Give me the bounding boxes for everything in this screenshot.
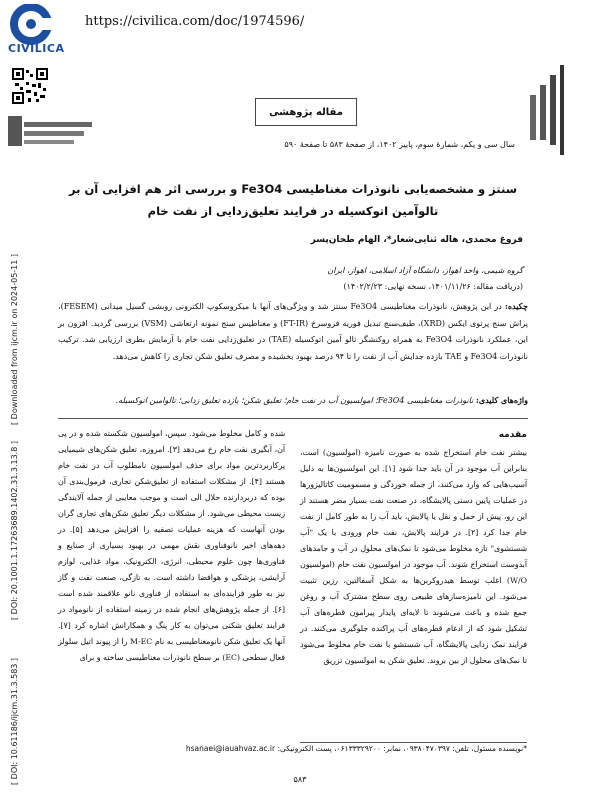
section-divider	[58, 418, 528, 419]
sidebar-downloaded: [ Downloaded from ijcm.ir on 2024-05-11 ]	[10, 253, 19, 425]
sidebar-metadata	[2, 230, 18, 790]
submission-dates: (دریافت مقاله: ۱۴۰۱/۱۱/۲۶، نسخه نهایی: ۱۴۰۲/۲/۲۳)	[343, 282, 523, 291]
abstract-label: چکیده:	[504, 301, 528, 311]
document-url[interactable]: https://civilica.com/doc/1974596/	[85, 14, 305, 29]
body-column-right: بیشتر نفت خام استخراج شده به صورت نامیزه (امولسیون) است، بنابراین آب موجود در آن باید جدا شود [۱]. این امولسیون‌ها به دلیل آسیب‌هایی که وارد می‌کنند، از جمله خوردگی و مسمومیت کاتالیزورها در عملیات پایین دستی پالایشگاه، در صنعت نفت بسیار مضر هستند از این رو، پیش از حمل و نقل یا پالایش، باید آب را به طور کامل از نفت خام جدا کرد [۲]. در فرایند پالایش، نفت خام ورودی با یک "آب شستشوی" تازه مخلوط می‌شود تا نمک‌های محلول در آب و جامدهای آبدوست استخراج شوند. آب موجود در امولسیون نفت خام (امولسیون W/O) اغلب توسط هیدروکربن‌ها به شکل آسفالتین، رزین تثبیت می‌شود. این نامیزه‌سازهای طبیعی روی سطح مشترک آب و روغن جمع شده و باعث می‌شوند تا لایه‌ای پایدار پیرامون قطره‌های آب تشکیل شود که از ادغام قطره‌های آب پراکنده جلوگیری می‌کنند. در فرایند نمک زدایی پالایشگاه، آب شستشو با نفت خام مخلوط می‌شود تا نمک‌های محلول از بین بروند. تعلیق شکن به امولسیون تزریق	[300, 448, 527, 665]
civilica-logo-text: CIVILICA	[8, 42, 65, 55]
abstract-text: در این پژوهش، نانوذرات مغناطیسی Fe3O4 سنتز شد و ویژگی‌های آنها با میکروسکوپ الکترونی روبشی گسیل میدانی (FESEM)، پراش سنج پرتوی ایکس (XRD)، طیف‌سنج تبدیل فوریه فروسرخ (FT-IR) و مغناطیس سنج نمونه ارتعاشی (VSM) بررسی گردید. افزون بر این، عملکرد نانوذرات Fe3O4 به همراه روکنشگر تالو آمین اتوکسیله (TAE) در تعلیق‌زدایی نفت خام با آزمایش بطری ارزیابی شد. ترکیب نانوذرات Fe3O4 و TAE بازده جدایش آب از نفت را تا ۹۴ درصد بهبود بخشیده و مصرف تعلیق شکن تجاری را کاهش می‌دهد.	[58, 302, 529, 361]
corresponding-author-footnote: *نویسنده مسئول، تلفن: ۰۹۳۸۰۴۷۰۳۹۷، نمابر: ۰۶۱۳۳۳۲۹۲۰۰، پست الکترونیکی: hsanaei@iauahvaz.ac.ir	[185, 744, 527, 753]
sidebar-doi-2: [ DOI: 10.61186/ijcm.31.3.583 ]	[10, 657, 19, 785]
article-type-badge: مقاله پژوهشی	[255, 98, 357, 126]
journal-logo-icon	[520, 60, 570, 160]
body-column-left: شده و کامل مخلوط می‌شود. سپس، امولسیون شکسته شده و در پی آن، آبگیری نفت خام رخ می‌دهد [۳]. امروزه، تعلیق شکن‌های شیمیایی پرکاربردترین مواد برای حذف امولسیون نامطلوب آب در نفت خام هستند [۴]. از مشکلات استفاده از تعلیق‌شکن تجاری، فرمول‌بندی آن بوده که دربردارنده حلال الی است و موجب معایبی از جمله آلایندگی زیست محیطی می‌شود. از مشکلات دیگر تعلیق شکن‌های تجاری گران بودن آنهاست که هزینه عملیات تصفیه را افزایش می‌دهد [۵]. در دهه‌های اخیر نانوفناوری نقش مهمی در بهبود بسیاری از صنایع و فناوری‌ها چون علوم محیطی، انرژی، الکترونیک، مواد غذایی، لوازم آرایشی، پزشکی و هوافضا داشته است. به تازگی، صنعت نفت و گاز نیز به طور فزاینده‌ای به استفاده از فناوری نانو علاقمند شده است [۶]. از جمله پژوهش‌های انجام شده در زمینه استفاده از نانومواد در فرایند تعلیق شکنی می‌توان به کار پنگ و همکارانش اشاره کرد [۷]. آنها یک تعلیق شکن نانومغناطیسی به نام M-EC را از پیوند اتیل سلولز فعال سطحی (EC) بر سطح نانوذرات مغناطیسی ساخته و برای	[58, 429, 286, 662]
civilica-logo-icon	[4, 4, 58, 46]
volume-info: سال سی و یکم، شمارهٔ سوم، پاییز ۱۴۰۲، از صفحهٔ ۵۸۳ تا صفحهٔ ۵۹۰	[284, 140, 515, 149]
sidebar-doi: [ DOI: 20.1001.1.17263689.1402.31.3.13.8 ]	[10, 441, 19, 620]
footnote-divider	[300, 742, 527, 743]
publisher-logo-icon	[6, 112, 96, 156]
page-number: ۵۸۳	[293, 775, 307, 784]
authors: فروغ محمدی، هاله ثنایی‌شعار*، الهام طحان‌پسر	[310, 235, 523, 245]
affiliation: گروه شیمی، واحد اهواز، دانشگاه آزاد اسلامی، اهواز، ایران	[327, 266, 523, 275]
abstract	[58, 298, 528, 365]
keywords-label: واژه‌های کلیدی:	[475, 395, 528, 405]
keywords	[58, 392, 528, 409]
section-heading-intro: مقدمه	[498, 430, 527, 440]
paper-title: سنتز و مشخصه‌یابی نانوذرات مغناطیسی Fe3O4 و بررسی اثر هم افزایی آن بر تالوآمین اتوکسیله در فرایند تعلیق‌زدایی از نفت خام	[68, 182, 518, 218]
keywords-text: نانوذرات مغناطیسی Fe3O4؛ امولسیون آب در نفت خام؛ تعلیق شکن؛ بازده تعلیق زدایی؛ تالوامین اتوکسیله.	[115, 396, 474, 405]
qr-code-icon	[12, 68, 48, 104]
